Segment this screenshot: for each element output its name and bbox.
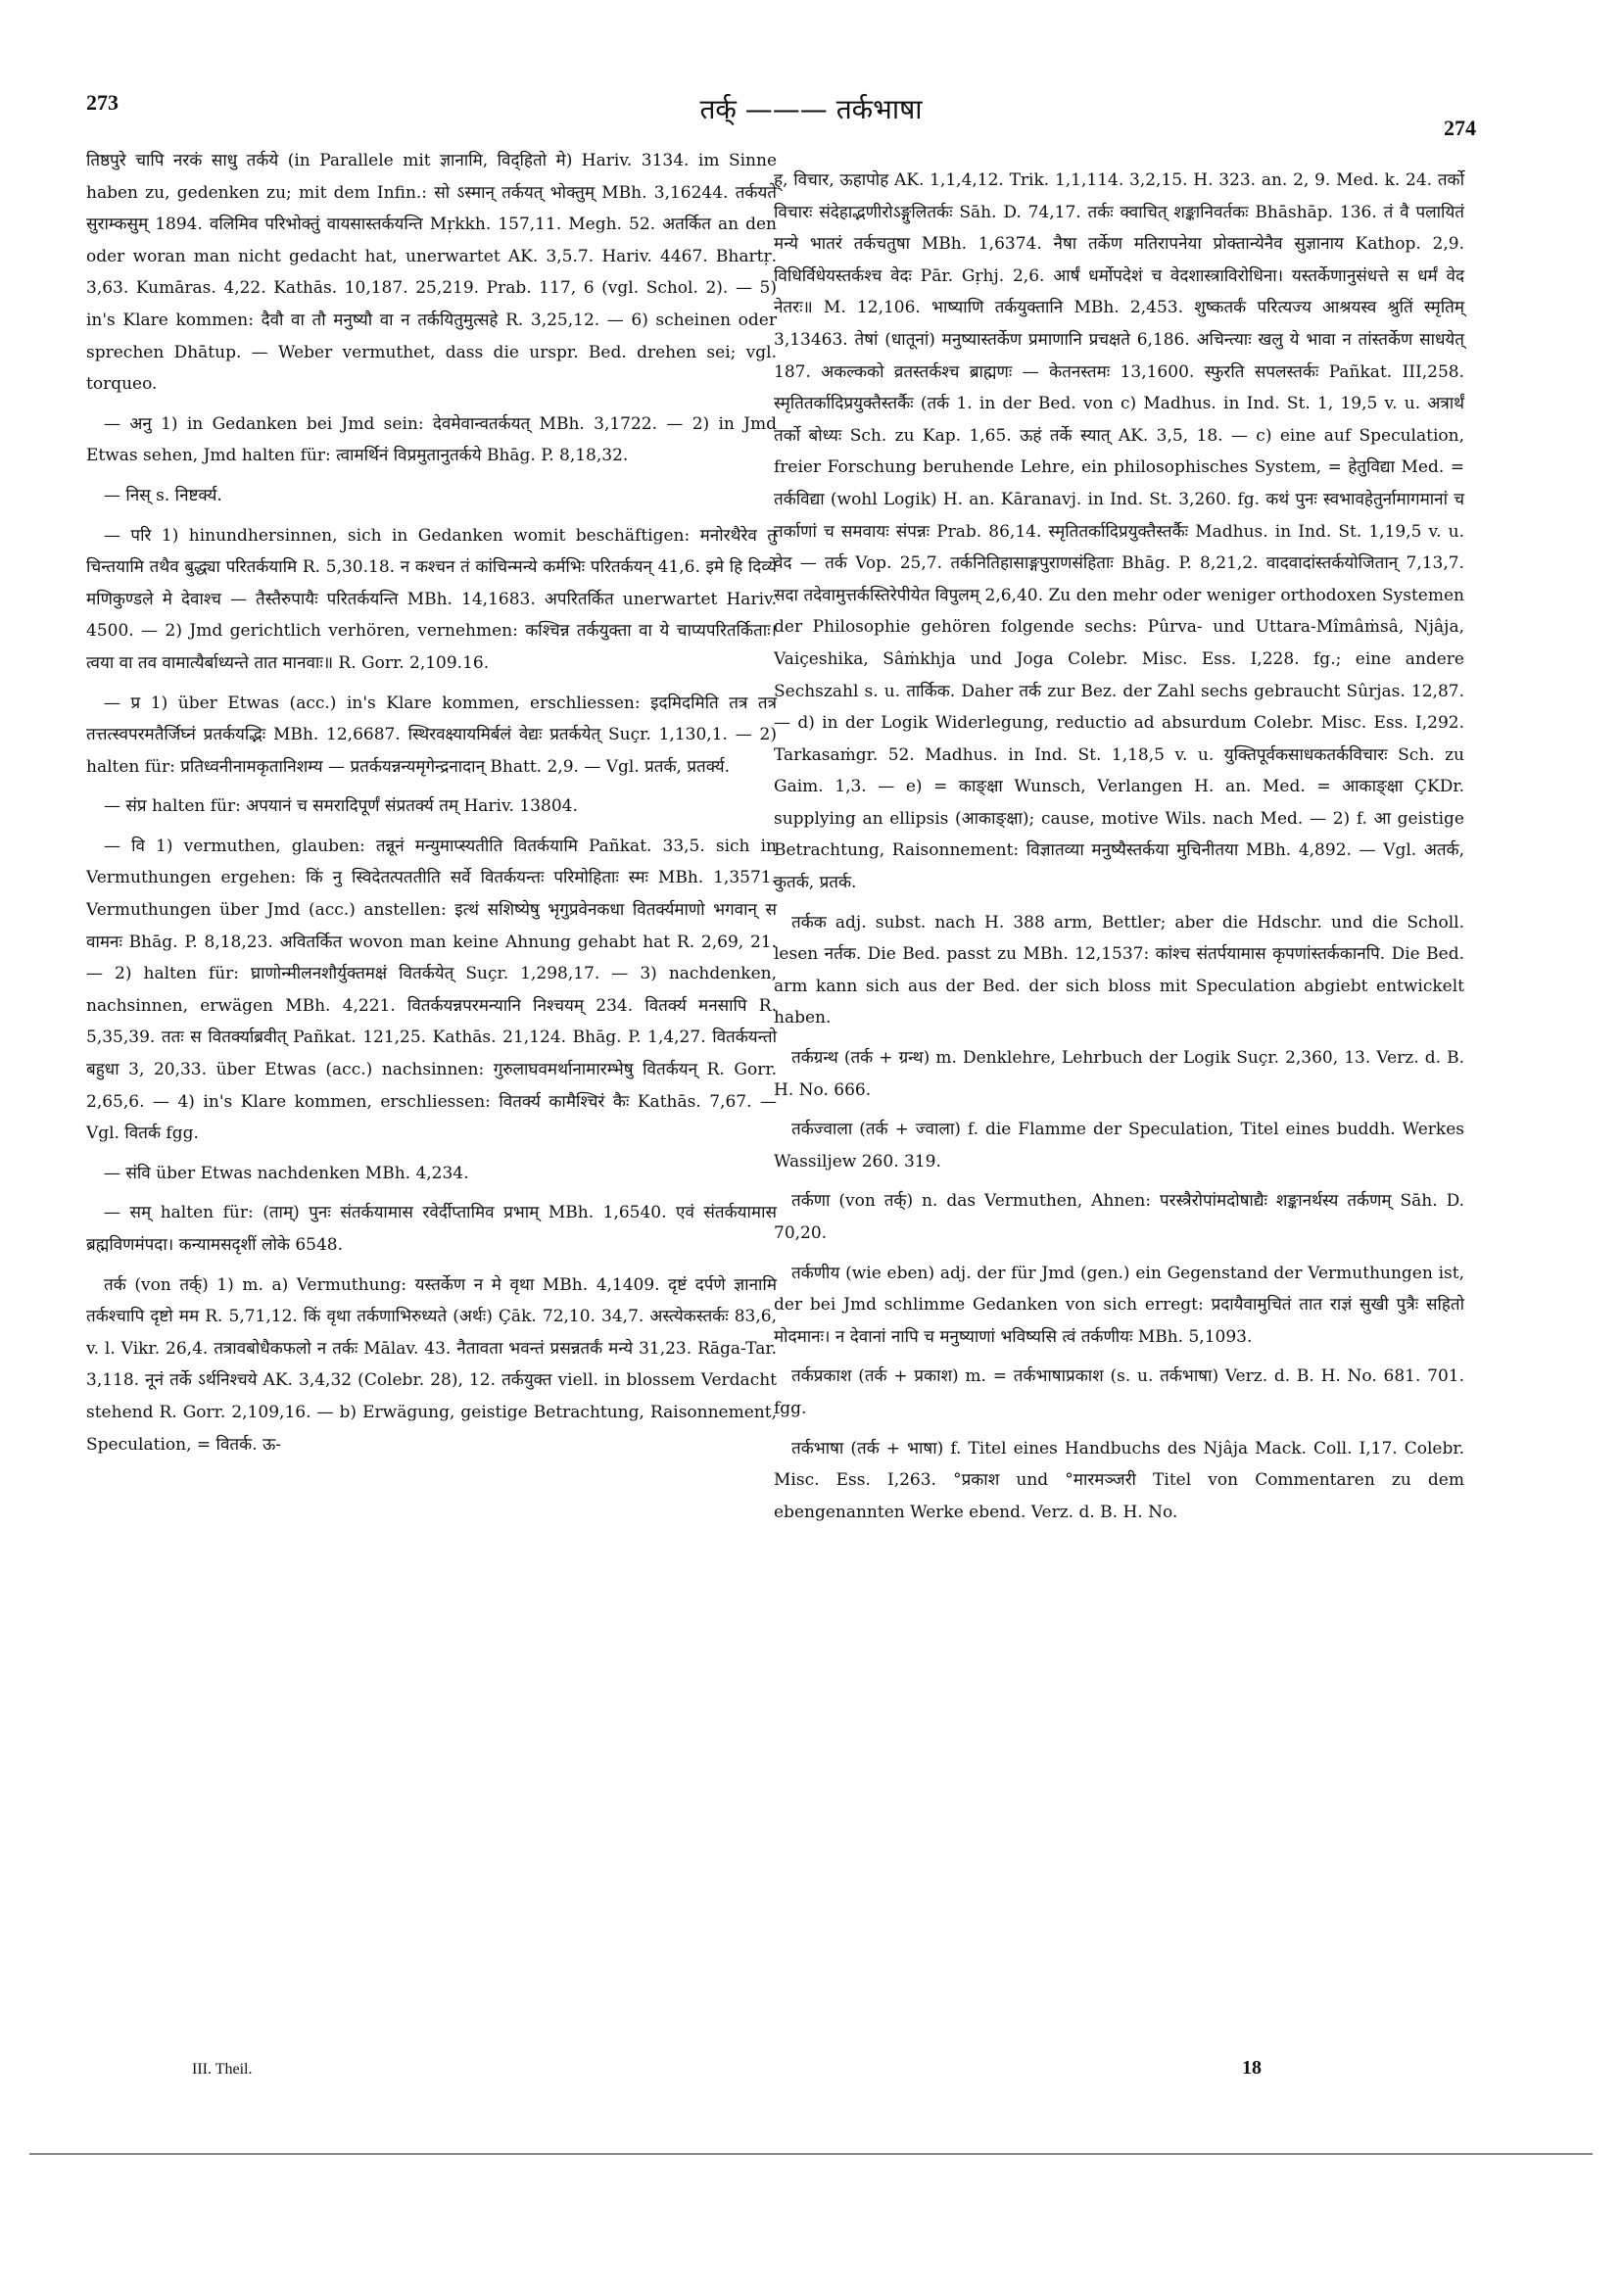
right-page-number: 274 (1444, 116, 1476, 140)
entry-paragraph: — सम् halten für: (ताम्) पुनः संतर्कयामास रवेर्दीप्तामिव प्रभाम् MBh. 1,6540. एवं संतर्कयामास ब्रह्मविणमंपदा। कन्यामसदृशीं लोके 6548. (86, 1203, 777, 1255)
entry-paragraph: — वि 1) vermuthen, glauben: तन्नूनं मन्युमाप्स्यतीति वितर्कयामि Pañkat. 33,5. sich in Vermuthungen ergehen: किं नु स्विदेतत्पततीति सर्वे वितर्कयन्तः परिमोहिताः स्मः MBh. 1,3571. Vermuthungen über Jmd (acc.) anstellen: इत्थं सशिष्येषु भृगुप्रवेनकधा वितर्क्यमाणो भगवान् स वामनः Bhāg. P. 8,18,23. अवितर्कित wovon man keine Ahnung gehabt hat R. 2,69, 21. — 2) halten für: घ्राणोन्मीलनशौर्युक्तमक्षं वितर्कयेत् Suçr. 1,298,17. — 3) nachdenken, nachsinnen, erwägen MBh. 4,221. वितर्कयन्नपरमन्यानि निश्चयम् 234. वितर्क्य मनसापि R. 5,35,39. ततः स वितर्क्याब्रवीत् Pañkat. 121,25. Kathās. 21,124. Bhāg. P. 1,4,27. वितर्कयन्तो बहुधा 3, 20,33. über Etwas (acc.) nachsinnen: गुरुलाघवमर्थानामारम्भेषु वितर्कयन् R. Gorr. 2,65,6. — 4) in's Klare kommen, erschliessen: वितर्क्य कामैश्चिरं कैः Kathās. 7,67. — Vgl. वितर्क fgg. (86, 836, 777, 1144)
bottom-rule (29, 2153, 1593, 2155)
left-column (86, 145, 777, 1460)
entry-paragraph: — अनु 1) in Gedanken bei Jmd sein: देवमेवान्वतर्कयत् MBh. 3,1722. — 2) in Jmd Etwas sehen, Jmd halten für: त्वामर्थिनं विप्रमुतानुतर्कये Bhāg. P. 8,18,32. (86, 413, 777, 466)
entry-paragraph: — संप्र halten für: अपयानं च समरादिपूर्णं संप्रतर्क्य तम् Hariv. 13804. (104, 796, 578, 817)
entry-paragraph: तर्कप्रकाश (तर्क + प्रकाश) m. = तर्कभाषाप्रकाश (s. u. तर्कभाषा) Verz. d. B. H. No. 681. 701. fgg. (774, 1366, 1464, 1418)
entry-paragraph: तर्कणीय (wie eben) adj. der für Jmd (gen.) ein Gegenstand der Vermuthungen ist, der bei Jmd schlimme Gedanken von sich erregt: प्रदायैवामुचितं तात राज्ञं सुखी पुत्रैः सहितो मोदमानः। न देवानां नापि च मनुष्याणां भविष्यसि त्वं तर्कणीयः MBh. 5,1093. (774, 1263, 1464, 1347)
right-column (774, 165, 1464, 1528)
sheet-signature: 18 (1242, 2057, 1262, 2079)
entry-paragraph: तर्क (von तर्क्) 1) m. a) Vermuthung: यस्तर्केण न मे वृथा MBh. 4,1409. दृष्टं दर्पणे ज्ञानामि तर्कश्चापि दृष्टो मम R. 5,71,12. किं वृथा तर्कणाभिरुध्यते (अर्थः) Çāk. 72,10. 34,7. अस्त्येकस्तर्कः 83,6, v. l. Vikr. 26,4. तत्रावबोधैकफलो न तर्कः Mālav. 43. नैतावता भवन्तं प्रसन्नतर्कं मन्ये 31,23. Rāga-Tar. 3,118. नूनं तर्के ऽर्थनिश्चये AK. 3,4,32 (Colebr. 28), 12. तर्कयुक्त viell. in blossem Verdacht stehend R. Gorr. 2,109,16. — b) Erwägung, geistige Betrachtung, Raisonnement, Speculation, = वितर्क. ऊ- (86, 1274, 777, 1455)
entry-paragraph: — संवि über Etwas nachdenken MBh. 4,234. (104, 1163, 469, 1183)
entry-paragraph: तर्कणा (von तर्क्) n. das Vermuthen, Ahnen: परस्त्रैरोपांमदोषाद्यैः शङ्कानर्थस्य तर्कणम् Sāh. D. 70,20. (774, 1191, 1464, 1243)
entry-paragraph: तर्कभाषा (तर्क + भाषा) f. Titel eines Handbuchs des Njâja Mack. Coll. I,17. Colebr. Misc. Ess. I,263. °प्रकाश und °मारमञ्जरी Titel von Commentaren zu dem ebengenannten Werke ebend. Verz. d. B. H. No. (774, 1438, 1464, 1522)
entry-paragraph: ह्, विचार, ऊहापोह AK. 1,1,4,12. Trik. 1,1,114. 3,2,15. H. 323. an. 2, 9. Med. k. 24. तर्को विचारः संदेहाद्भणीरोऽङ्गुलितर्कः Sāh. D. 74,17. तर्कः क्वाचित् शङ्कानिवर्तकः Bhāshāp. 136. तं वै पलायितं मन्ये भातरं तर्कचतुषा MBh. 1,6374. नैषा तर्केण मतिरापनेया प्रोक्तान्येनैव सुज्ञानाय Kathop. 2,9. विधिर्विधेयस्तर्कश्च वेदः Pār. Gṛhj. 2,6. आर्षं धर्मोपदेशं च वेदशास्त्राविरोधिना। यस्तर्केणानुसंधत्ते स धर्मं वेद नेतरः॥ M. 12,106. भाष्याणि तर्कयुक्तानि MBh. 2,453. शुष्कतर्कं परित्यज्य आश्रयस्व श्रुतिं स्मृतिम् 3,13463. तेषां (धातूनां) मनुष्यास्तर्केण प्रमाणानि प्रचक्षते 6,186. अचिन्त्याः खलु ये भावा न तांस्तर्केण साधयेत् 187. अकल्कको व्रतस्तर्कश्च ब्राह्मणः — केतनस्तमः 13,1600. स्फुरति सपलस्तर्कः Pañkat. III,258. स्मृतितर्कादिप्रयुक्तैस्तर्कैः (तर्क 1. in der Bed. von c) Madhus. in Ind. St. 1, 19,5 v. u. अत्रार्थं तर्को बोध्यः Sch. zu Kap. 1,65. ऊहं तर्के स्यात् AK. 3,5, 18. — c) eine auf Speculation, freier Forschung beruhende Lehre, ein philosophisches System, = हेतुविद्या Med. = तर्कविद्या (wohl Logik) H. an. Kāranavj. in Ind. St. 3,260. fg. कथं पुनः स्वभावहेतुर्नामागमानां च तर्काणां च समवायः संपन्नः Prab. 86,14. स्मृतितर्कादिप्रयुक्तैस्तर्कैः Madhus. in Ind. St. 1,19,5 v. u. वेद — तर्क Vop. 25,7. तर्कनितिहासाङ्गपुराणसंहिताः Bhāg. P. 8,21,2. वादवादांस्तर्कयोजितान् 7,13,7. सदा तदेवामुत्तर्कस्तिरेपीयेत विपुलम् 2,6,40. Zu den mehr oder weniger orthodoxen Systemen der Philosophie gehören folgende sechs: Pûrva- und Uttara-Mîmâṁsâ, Njâja, Vaiçeshika, Sâṁkhja und Joga Colebr. Misc. Ess. I,228. fg.; eine andere Sechszahl s. u. तार्किक. Daher तर्क zur Bez. der Zahl sechs gebraucht Sûrjas. 12,87. — d) in der Logik Widerlegung, reductio ad absurdum Colebr. Misc. Ess. I,292. Tarkasaṁgr. 52. Madhus. in Ind. St. 1,18,5 v. u. युक्तिपूर्वकसाधकतर्कविचारः Sch. zu Gaim. 1,3. — e) = काङ्क्षा Wunsch, Verlangen H. an. Med. = आकाङ्क्षा ÇKDr. supplying an ellipsis (आकाङ्क्षा); cause, motive Wils. nach Med. — 2) f. आ geistige Betrachtung, Raisonnement: विज्ञातव्या मनुष्यैस्तर्कया मुचिनीतया MBh. 4,892. — Vgl. अतर्क, कुतर्क, प्रतर्क. (774, 170, 1464, 893)
entry-paragraph: — निस् s. निष्टर्क्य. (104, 485, 222, 505)
entry-paragraph: तर्कज्वाला (तर्क + ज्वाला) f. die Flamme der Speculation, Titel eines buddh. Werkes Wassiljew 260. 319. (774, 1120, 1464, 1172)
entry-paragraph: तिष्ठपुरे चापि नरकं साधु तर्कये (in Parallele mit ज्ञानामि, विद्हितो मे) Hariv. 3134. im Sinne haben zu, gedenken zu; mit dem Infin.: सो ऽस्मान् तर्कयत् भोक्तुम् MBh. 3,16244. तर्कयते सुराम्कसुम् 1894. वलिमिव परिभोक्तुं वायसास्तर्कयन्ति Mṛkkh. 157,11. Megh. 52. अतर्कित an den oder woran man nicht gedacht hat, unerwartet AK. 3,5.7. Hariv. 4467. Bhartṛ. 3,63. Kumāras. 4,22. Kathās. 10,187. 25,219. Prab. 117, 6 (vgl. Schol. 2). — 5) in's Klare kommen: दैवौ वा तौ मनुष्यौ वा न तर्कयितुमुत्सहे R. 3,25,12. — 6) scheinen oder sprechen Dhātup. — Weber vermuthet, dass die urspr. Bed. drehen sei; vgl. torqueo. (86, 151, 777, 395)
entry-paragraph: — प्र 1) über Etwas (acc.) in's Klare kommen, erschliessen: इदमिदमिति तत्र तत्र तत्तत्स्वपरमतैर्जिघ्नं प्रतर्कयद्भिः MBh. 12,6687. स्थिरवक्ष्यायमिर्बलं वेद्यः प्रतर्कयेत् Suçr. 1,130,1. — 2) halten für: प्रतिध्वनीनामकृतानिशम्य — प्रतर्कयन्नन्यमृगेन्द्रनादान् Bhatt. 2,9. — Vgl. प्रतर्क, प्रतर्क्य. (86, 693, 777, 777)
volume-signature: III. Theil. (192, 2061, 253, 2078)
entry-paragraph: तर्कग्रन्थ (तर्क + ग्रन्थ) m. Denklehre, Lehrbuch der Logik Suçr. 2,360, 13. Verz. d. B. H. No. 666. (774, 1048, 1464, 1100)
page-header-title: तर्क् ——— तर्कभाषा (699, 93, 923, 125)
entry-paragraph: — परि 1) hinundhersinnen, sich in Gedanken womit beschäftigen: मनोरथैरेव तु चिन्तयामि तथैव बुद्ध्या परितर्कयामि R. 5,30.18. न कश्चन तं कांचिन्मन्ये कर्मभिः परितर्कयन् 41,6. इमे हि दिव्ये मणिकुण्डले मे देवाश्च — तैस्तैरुपायैः परितर्कयन्ति MBh. 14,1683. अपरितर्कित unerwartet Hariv. 4500. — 2) Jmd gerichtlich verhören, vernehmen: कश्चिन्न तर्कयुक्ता वा ये चाप्यपरितर्किताः। त्वया वा तव वामात्यैर्बाध्यन्ते तात मानवाः॥ R. Gorr. 2,109.16. (86, 525, 777, 673)
entry-paragraph: तर्कक adj. subst. nach H. 388 arm, Bettler; aber die Hdschr. und die Scholl. lesen नर्तक. Die Bed. passt zu MBh. 12,1537: कांश्च संतर्पयामास कृपणांस्तर्ककानपि. Die Bed. arm kann sich aus der Bed. der sich bloss mit Speculation abgiebt entwickelt haben. (774, 912, 1464, 1028)
left-page-number: 273 (86, 90, 119, 115)
